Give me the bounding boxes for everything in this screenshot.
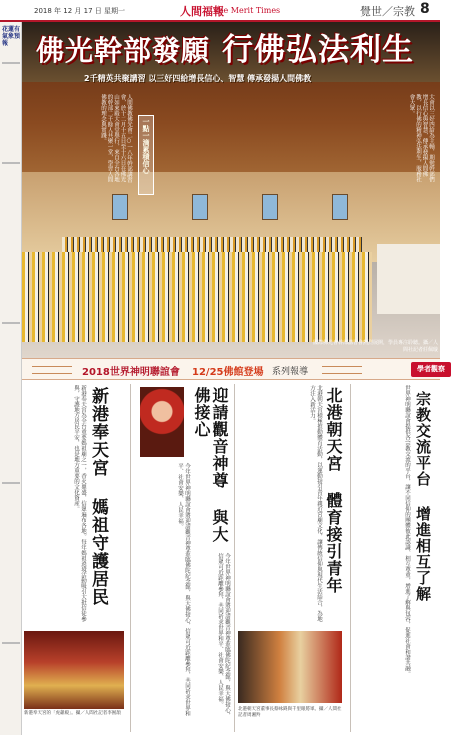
divider xyxy=(2,482,20,484)
ornament xyxy=(322,366,362,374)
article-headline: 新港奉天宮 媽祖守護居民 xyxy=(88,387,108,606)
guanyin-photo xyxy=(140,387,184,457)
event-name: 2018世界神明聯誼會 xyxy=(82,367,180,378)
audience xyxy=(22,252,372,342)
photo-caption: 國際佛光會幹部講習會熱烈展開，學員專注聆聽。攝／人間社記者莊佩璇 xyxy=(312,340,438,353)
article-headline: 北港朝天宮 體育接引青年 xyxy=(324,387,343,594)
side-strip xyxy=(0,22,22,735)
ornament xyxy=(32,366,72,374)
article-body: 新港奉天宮為全台重要媽祖廟之一，香火鼎盛，信眾遍布各地。每年媽祖遶境活動吸引大批信徒參與，守護地方居民平安，也是地方重要的文化資產。 xyxy=(73,385,86,622)
column-rule xyxy=(130,384,131,732)
issue-date: 2018 年 12 月 17 日 星期一 xyxy=(34,7,125,15)
photo-caption: 新港奉天宮的「虎爺殿」。攝／人間社記者李囿頡 xyxy=(24,711,121,716)
column-rule xyxy=(234,384,235,732)
article-headline: 宗教交流平台 增進相互了解 xyxy=(414,391,432,602)
hero-body-text: 人間佛教佛光會二○一八年幹部講習會，於十二月十五日至十六日在佛光山如來殿大會堂舉行，來自全台各地的幹部二千餘人共聚一堂，學習人間佛教的理念與實踐。 xyxy=(100,94,132,183)
pull-quote-text: 一點一滴累積信心 xyxy=(142,118,150,174)
divider xyxy=(2,642,20,644)
article-body: 今年世界神明聯誼會將迎請觀音神尊蒞臨佛陀紀念館，與大佛接心，信眾可近距離參拜，共同祈求世界和平、社會安樂、人民幸福。 xyxy=(217,553,230,718)
window xyxy=(332,194,348,220)
sub-headline: 2千精英共聚講習 以三好四給增長信心、智慧 傳承發揚人間佛教 xyxy=(84,74,312,83)
article-scholar xyxy=(352,381,440,735)
article-guanyin xyxy=(132,381,232,735)
temple-photo xyxy=(24,631,124,709)
newspaper-logo-en: The Merit Times xyxy=(213,6,281,15)
article-body: 世界神明聯誼會提供各宗教交流的平台，讓不同信仰的團體彼此認識、相互尊重，增進了解與包容，促進社會和諧共融。 xyxy=(404,385,410,677)
article-headline: 迎請觀音神尊 與大佛接心 xyxy=(192,387,229,543)
photo-caption: 北港朝天宮董事長蔡咏鍀與千里眼將軍。攝／人間社記者周湘羚 xyxy=(238,707,342,718)
headline-part-2: 行佛弘法利生 xyxy=(222,32,415,68)
window xyxy=(112,194,128,220)
divider xyxy=(2,62,20,64)
window xyxy=(262,194,278,220)
series-label: 系列報導 xyxy=(272,367,309,377)
article-body: 北港朝天宮積極推動體育活動，以運動接引青年親近宮廟文化，讓傳統信仰與現代生活結合，為地方注入新活力。 xyxy=(309,385,322,622)
article-beigang xyxy=(236,381,348,735)
series-banner xyxy=(22,358,445,380)
divider xyxy=(2,322,20,324)
section-name: 覺世／宗教 xyxy=(360,5,415,18)
event-date: 12/25佛館登場 xyxy=(192,367,264,378)
pull-quote xyxy=(138,115,154,195)
page-header xyxy=(0,0,440,22)
stage xyxy=(377,244,440,314)
newspaper-logo: 人間福報 xyxy=(180,5,224,18)
main-headline xyxy=(36,24,440,74)
side-strip-title: 花蓮有氣象預報 xyxy=(2,26,21,47)
window xyxy=(192,194,208,220)
scholar-tag: 學者觀察 xyxy=(411,362,451,377)
divider xyxy=(2,162,20,164)
beigang-photo xyxy=(238,631,342,703)
hero-photo xyxy=(22,22,440,358)
column-rule xyxy=(350,384,351,732)
article-xingang xyxy=(22,381,128,735)
page-number: 8 xyxy=(420,1,430,17)
article-body: 今年世界神明聯誼會將迎請觀音神尊蒞臨佛陀紀念館，與大佛接心，信眾可近距離參拜，共同祈求世界和平、社會安樂、人民幸福。 xyxy=(177,463,190,716)
hero-body-text: 大會以三好四給為主軸，期勉幹部們增長信心與智慧，傳承發揚人間佛教，以行佛的精神弘法利生，服務社會大眾。 xyxy=(408,94,434,182)
headline-part-1: 佛光幹部發願 xyxy=(36,34,211,67)
